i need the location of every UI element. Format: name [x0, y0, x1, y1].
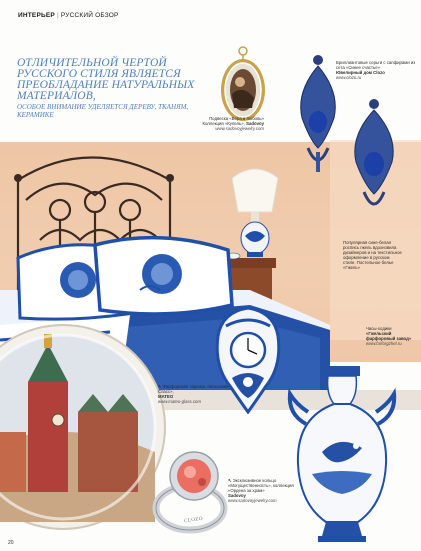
caption-pendant-brand: Sadovoy	[246, 121, 264, 127]
caption-earrings-url: www.clozo.ru	[336, 75, 362, 81]
ring-engraving: CLOZO	[183, 516, 204, 525]
caption-plate	[158, 384, 236, 404]
caption-pendant	[198, 116, 264, 131]
caption-plate-brand: MATEO	[158, 394, 174, 400]
caption-ring-brand: Sadovoy	[228, 493, 246, 499]
caption-ring-title: Эксклюзивное кольцо «Могущественность», коллекция «Ордена за храм»	[228, 478, 294, 494]
caption-clock-title: Часы-ходики	[366, 326, 392, 331]
page-number: 20	[8, 540, 14, 546]
arrow-icon: ↖	[158, 384, 162, 389]
caption-plate-url: www.mateo-glass.com	[158, 399, 201, 405]
pull-quote-sub: ОСОБОЕ ВНИМАНИЕ УДЕЛЯЕТСЯ ДЕРЕВУ, ТКАНЯМ, КЕРАМИКЕ	[17, 103, 189, 119]
caption-linen	[343, 240, 403, 271]
caption-pendant-collection: Коллекция «Купель»,	[202, 121, 245, 127]
pillows	[18, 238, 232, 320]
section-title: ИНТЕРЬЕР	[18, 12, 55, 19]
caption-pendant-title: Подвеска «Вера и любовь»	[209, 116, 264, 121]
caption-ring	[228, 478, 306, 503]
pull-quote	[17, 58, 217, 119]
caption-clock	[366, 326, 418, 346]
caption-plate-title: Фарфоровая тарелка «Московия Спасс»,	[158, 384, 229, 395]
section-header	[18, 12, 119, 19]
arrow-icon: ↖	[228, 478, 232, 483]
gzhel-vase	[282, 364, 402, 544]
caption-clock-url: www.farforgzhel.ru	[366, 341, 402, 347]
clozo-ring	[144, 446, 240, 538]
pull-quote-main: ОТЛИЧИТЕЛЬНОЙ ЧЕРТОЙ РУССКОГО СТИЛЯ ЯВЛЯЕТСЯ ПРЕОБЛАДАНИЕ НАТУРАЛЬНЫХ МАТЕРИАЛОВ,	[17, 57, 195, 102]
caption-earrings-brand: Ювелирный дом Clozo	[336, 70, 385, 76]
caption-pendant-url: www.sadovoyjewelry.com	[215, 126, 264, 132]
caption-earrings-title: Бриллиантовые серьги с сапфирами из сета «Синее счастье»	[336, 60, 416, 71]
caption-linen-text: Популярная сине-белая роспись гжель вдохновила дизайнеров и на текстильное оформление в русском стиле. Постельное белье «Гжель»	[343, 240, 402, 271]
section-subtitle: РУССКИЙ ОБЗОР	[60, 12, 119, 19]
caption-clock-brand: «Гжельский фарфоровый завод»	[366, 331, 412, 342]
moscow-plate	[0, 322, 168, 532]
caption-ring-url: www.sadovoyjewelry.com	[228, 498, 277, 504]
gzhel-lamp	[232, 169, 278, 257]
section-separator: |	[56, 12, 59, 19]
caption-earrings	[336, 60, 416, 80]
